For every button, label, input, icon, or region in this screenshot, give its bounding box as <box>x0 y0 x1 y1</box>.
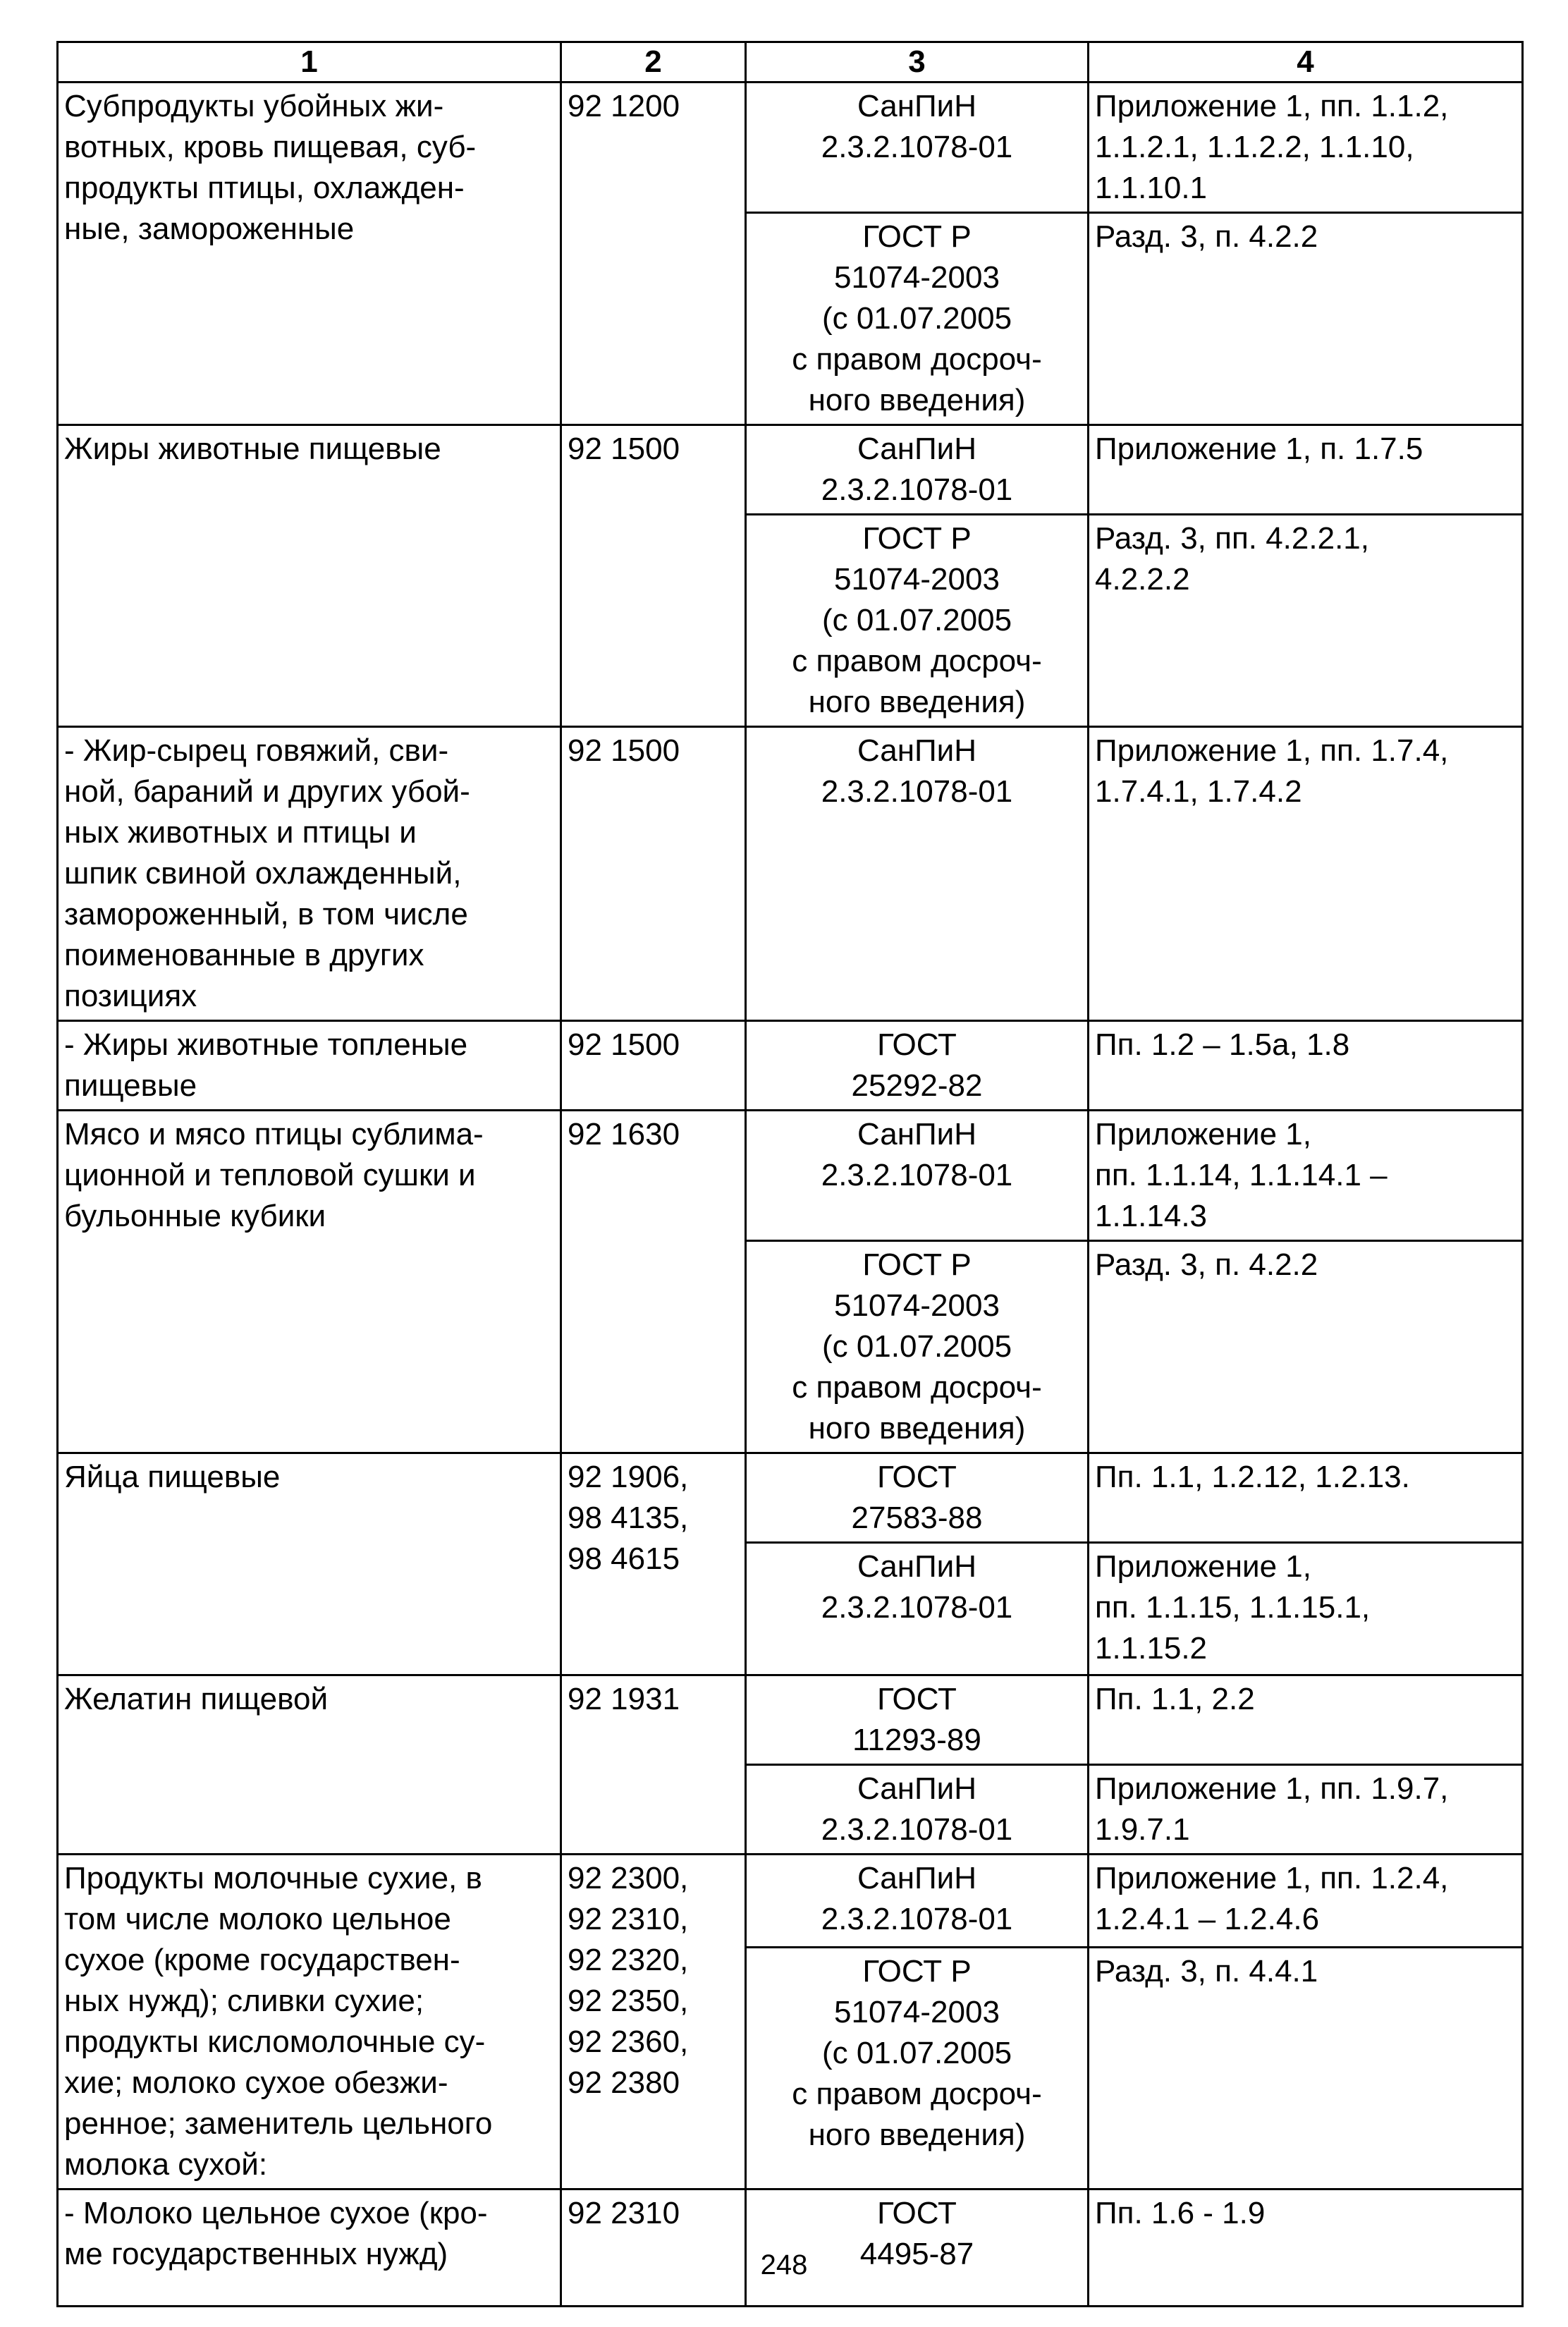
clause-reference-cell: Приложение 1, пп. 1.1.14, 1.1.14.1 – 1.1.14.3 <box>1089 1111 1523 1241</box>
header-cell-1: 1 <box>58 42 561 83</box>
clause-reference-cell: Пп. 1.1, 2.2 <box>1089 1675 1523 1765</box>
clause-reference-cell: Разд. 3, п. 4.4.1 <box>1089 1948 1523 2189</box>
clause-reference-cell: Пп. 1.2 – 1.5а, 1.8 <box>1089 1021 1523 1111</box>
product-name-cell: - Жир-сырец говяжий, сви- ной, бараний и других убой- ных животных и птицы и шпик свиной охлажденный, замороженный, в том числе поименованные в других позициях <box>58 727 561 1021</box>
product-code-cell: 92 1500 <box>561 727 746 1021</box>
clause-reference-cell: Приложение 1, пп. 1.7.4, 1.7.4.1, 1.7.4.2 <box>1089 727 1523 1021</box>
table-body <box>58 42 1523 2307</box>
product-name-cell: Яйца пищевые <box>58 1453 561 1675</box>
clause-reference-cell: Пп. 1.1, 1.2.12, 1.2.13. <box>1089 1453 1523 1543</box>
product-code-cell: 92 1931 <box>561 1675 746 1855</box>
normative-document-cell: СанПиН 2.3.2.1078-01 <box>746 727 1089 1021</box>
table-row <box>58 1021 1523 1111</box>
product-code-cell: 92 1630 <box>561 1111 746 1453</box>
table-row <box>58 1675 1523 1765</box>
product-name-cell: - Молоко цельное сухое (кро- ме государственных нужд) <box>58 2189 561 2307</box>
table-row <box>58 2189 1523 2307</box>
product-code-cell: 92 1500 <box>561 425 746 727</box>
clause-reference-cell: Приложение 1, пп. 1.9.7, 1.9.7.1 <box>1089 1765 1523 1855</box>
standards-table <box>56 41 1524 2307</box>
clause-reference-cell: Разд. 3, п. 4.2.2 <box>1089 1241 1523 1453</box>
normative-document-cell: ГОСТ Р 51074-2003 (с 01.07.2005 с правом досроч- ного введения) <box>746 1948 1089 2189</box>
normative-document-cell: ГОСТ 4495-87 <box>746 2189 1089 2307</box>
table-row <box>58 425 1523 515</box>
header-cell-3: 3 <box>746 42 1089 83</box>
product-name-cell: - Жиры животные топленые пищевые <box>58 1021 561 1111</box>
normative-document-cell: СанПиН 2.3.2.1078-01 <box>746 425 1089 515</box>
clause-reference-cell: Приложение 1, п. 1.7.5 <box>1089 425 1523 515</box>
product-code-cell: 92 1200 <box>561 83 746 425</box>
clause-reference-cell: Приложение 1, пп. 1.2.4, 1.2.4.1 – 1.2.4.6 <box>1089 1855 1523 1948</box>
table-row <box>58 1453 1523 1543</box>
product-code-cell: 92 2300, 92 2310, 92 2320, 92 2350, 92 2360, 92 2380 <box>561 1855 746 2189</box>
table-row <box>58 83 1523 213</box>
normative-document-cell: ГОСТ Р 51074-2003 (с 01.07.2005 с правом досроч- ного введения) <box>746 1241 1089 1453</box>
header-cell-4: 4 <box>1089 42 1523 83</box>
normative-document-cell: ГОСТ 27583-88 <box>746 1453 1089 1543</box>
normative-document-cell: СанПиН 2.3.2.1078-01 <box>746 1855 1089 1948</box>
clause-reference-cell: Пп. 1.6 - 1.9 <box>1089 2189 1523 2307</box>
normative-document-cell: СанПиН 2.3.2.1078-01 <box>746 1765 1089 1855</box>
header-row <box>58 42 1523 83</box>
normative-document-cell: ГОСТ Р 51074-2003 (с 01.07.2005 с правом досроч- ного введения) <box>746 515 1089 727</box>
product-name-cell: Субпродукты убойных жи- вотных, кровь пищевая, суб- продукты птицы, охлажден- ные, замороженные <box>58 83 561 425</box>
normative-document-cell: СанПиН 2.3.2.1078-01 <box>746 83 1089 213</box>
product-code-cell: 92 1906, 98 4135, 98 4615 <box>561 1453 746 1675</box>
header-cell-2: 2 <box>561 42 746 83</box>
product-name-cell: Продукты молочные сухие, в том числе молоко цельное сухое (кроме государствен- ных нужд); сливки сухие; продукты кисломолочные су- хие; молоко сухое обезжи- ренное; заменитель цельного молока сухой: <box>58 1855 561 2189</box>
normative-document-cell: СанПиН 2.3.2.1078-01 <box>746 1543 1089 1675</box>
table-row <box>58 1855 1523 1948</box>
normative-document-cell: ГОСТ 11293-89 <box>746 1675 1089 1765</box>
product-name-cell: Жиры животные пищевые <box>58 425 561 727</box>
clause-reference-cell: Разд. 3, п. 4.2.2 <box>1089 213 1523 425</box>
product-code-cell: 92 1500 <box>561 1021 746 1111</box>
clause-reference-cell: Приложение 1, пп. 1.1.2, 1.1.2.1, 1.1.2.2, 1.1.10, 1.1.10.1 <box>1089 83 1523 213</box>
normative-document-cell: ГОСТ 25292-82 <box>746 1021 1089 1111</box>
table-row <box>58 727 1523 1021</box>
product-name-cell: Мясо и мясо птицы сублима- ционной и тепловой сушки и бульонные кубики <box>58 1111 561 1453</box>
clause-reference-cell: Разд. 3, пп. 4.2.2.1, 4.2.2.2 <box>1089 515 1523 727</box>
product-code-cell: 92 2310 <box>561 2189 746 2307</box>
table-row <box>58 1111 1523 1241</box>
clause-reference-cell: Приложение 1, пп. 1.1.15, 1.1.15.1, 1.1.15.2 <box>1089 1543 1523 1675</box>
normative-document-cell: СанПиН 2.3.2.1078-01 <box>746 1111 1089 1241</box>
product-name-cell: Желатин пищевой <box>58 1675 561 1855</box>
page-number: 248 <box>760 2249 808 2280</box>
normative-document-cell: ГОСТ Р 51074-2003 (с 01.07.2005 с правом досроч- ного введения) <box>746 213 1089 425</box>
